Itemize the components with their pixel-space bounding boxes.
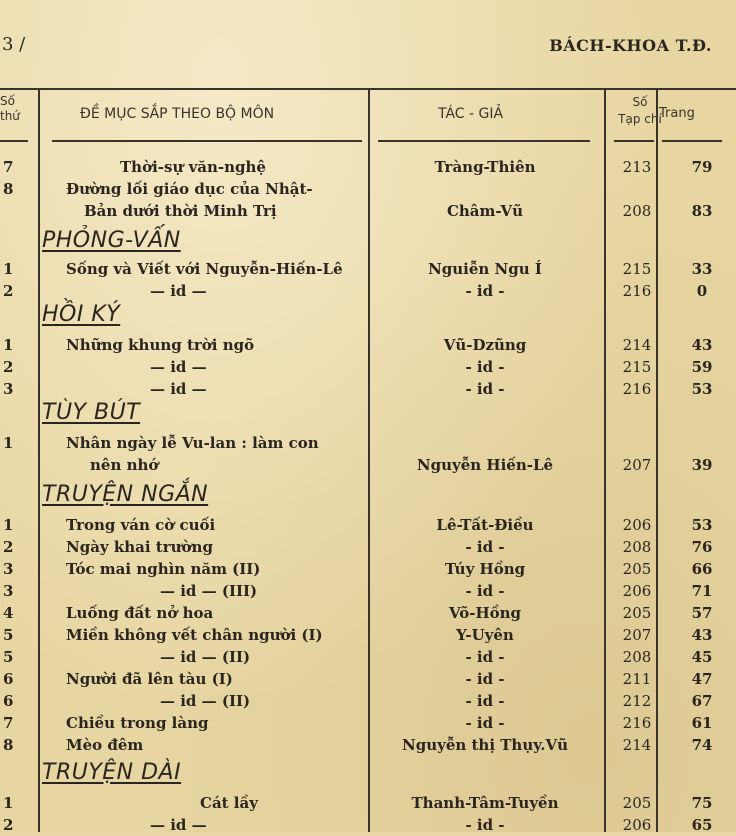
row-author: Túy Hồng [444,560,526,578]
header-underline-page [662,140,722,142]
row-issue: 206 [622,582,652,600]
row-number: 1 [3,434,14,452]
row-author: - id - [465,648,505,666]
table-row [0,514,736,536]
row-author: - id - [465,380,505,398]
row-title: — id — [150,358,207,376]
row-author: - id - [465,358,505,376]
row-number: 6 [3,692,14,710]
header-underline-title [52,140,362,142]
row-page: 61 [691,714,713,732]
row-issue: 215 [622,358,652,376]
row-page: 65 [691,816,713,834]
row-issue: 214 [622,736,652,754]
row-title: Nhân ngày lễ Vu-lan : làm con [66,434,319,452]
section-heading-essay: TÙY BÚT [42,400,141,425]
section-heading-memoir: HỒI KÝ [42,302,121,327]
row-author: Võ-Hồng [448,604,522,622]
row-page: 53 [691,380,713,398]
row-title: Những khung trời ngõ [66,336,255,354]
row-page: 43 [691,336,713,354]
row-number: 6 [3,670,14,688]
table-row [0,178,736,200]
row-author: Nguyễn Hiến-Lê [416,456,554,474]
row-page: 75 [691,794,713,812]
row-author: Thanh-Tâm-Tuyền [411,794,559,812]
table-row [0,536,736,558]
row-issue: 208 [622,648,652,666]
row-page: 39 [691,456,713,474]
table-row [0,668,736,690]
header-underline-number [0,140,28,142]
row-number: 2 [3,358,14,376]
row-title: nên nhớ [90,456,159,474]
row-issue: 207 [622,626,652,644]
table-row [0,454,736,476]
table-row [0,690,736,712]
row-issue: 216 [622,282,652,300]
row-page: 71 [691,582,713,600]
column-header-number-line2: thứ [0,109,20,123]
row-title: Tóc mai nghìn năm (II) [66,560,261,578]
header-underline-issue [614,140,654,142]
row-title: — id — [150,816,207,834]
row-number: 8 [3,736,14,754]
row-page: 33 [691,260,713,278]
section-heading-interview: PHỎNG-VẤN [42,228,181,253]
row-number: 1 [3,794,14,812]
table-row [0,646,736,668]
row-issue: 215 [622,260,652,278]
row-number: 2 [3,282,14,300]
row-author: Nguiễn Ngu Í [428,260,542,278]
row-title: Thời-sự văn-nghệ [120,158,266,176]
row-title: Ngày khai trường [66,538,213,556]
row-title: — id — (III) [160,582,258,600]
row-page: 0 [696,282,708,300]
row-page: 67 [691,692,713,710]
row-page: 47 [691,670,713,688]
row-issue: 216 [622,380,652,398]
row-author: - id - [465,714,505,732]
row-title: — id — (II) [160,648,251,666]
row-number: 8 [3,180,14,198]
row-title: Luống đất nở hoa [66,604,214,622]
row-number: 2 [3,816,14,834]
table-row [0,378,736,400]
row-page: 59 [691,358,713,376]
row-issue: 208 [622,202,652,220]
row-page: 66 [691,560,713,578]
row-author: Lê-Tất-Điều [436,516,534,534]
row-title: — id — (II) [160,692,251,710]
row-title: Trong ván cờ cuối [66,516,216,534]
row-author: - id - [465,582,505,600]
page-number: 3 / [2,34,26,55]
row-issue: 212 [622,692,652,710]
row-issue: 205 [622,604,652,622]
table-row [0,792,736,814]
row-page: 79 [691,158,713,176]
row-number: 1 [3,516,14,534]
row-number: 7 [3,158,14,176]
section-heading-novels: TRUYỆN DÀI [42,760,182,785]
row-title: — id — [150,380,207,398]
table-row [0,200,736,222]
row-issue: 216 [622,714,652,732]
row-page: 53 [691,516,713,534]
table-row [0,156,736,178]
row-number: 3 [3,582,14,600]
table-row [0,356,736,378]
table-row [0,734,736,756]
row-number: 4 [3,604,14,622]
row-issue: 207 [622,456,652,474]
row-issue: 205 [622,560,652,578]
row-number: 5 [3,648,14,666]
table-row [0,258,736,280]
row-title: Cát lầy [200,794,258,812]
row-author: - id - [465,692,505,710]
row-title: Người đã lên tàu (I) [66,670,233,688]
row-page: 83 [691,202,713,220]
column-header-title: ĐỀ MỤC SẮP THEO BỘ MÔN [80,106,275,122]
row-title: Miền không vết chân người (I) [66,626,323,644]
row-issue: 205 [622,794,652,812]
row-issue: 213 [622,158,652,176]
row-number: 2 [3,538,14,556]
row-author: Châm-Vũ [446,202,524,220]
row-title: Chiều trong làng [66,714,209,732]
row-title: Bản dưới thời Minh Trị [84,202,277,220]
row-page: 74 [691,736,713,754]
row-number: 1 [3,336,14,354]
table-row [0,624,736,646]
row-issue: 208 [622,538,652,556]
table-row [0,712,736,734]
section-heading-short-stories: TRUYỆN NGẮN [42,482,209,507]
row-page: 76 [691,538,713,556]
row-issue: 214 [622,336,652,354]
row-number: 3 [3,380,14,398]
table-row [0,280,736,302]
table-row [0,432,736,454]
row-title: — id — [150,282,207,300]
table-row [0,814,736,836]
column-header-page: Trang [659,106,695,121]
row-page: 43 [691,626,713,644]
row-issue: 206 [622,516,652,534]
column-header-number [0,94,20,124]
column-header-issue-line1: Số [632,95,648,109]
page-title: BÁCH-KHOA T.Đ. [549,36,712,55]
row-author: Vũ-Dzũng [443,336,527,354]
column-header-author: TÁC - GIẢ [438,106,504,122]
row-author: - id - [465,282,505,300]
column-header-number-line1: Số [0,94,15,108]
row-title: Đường lối giáo dục của Nhật- [66,180,313,198]
row-number: 1 [3,260,14,278]
row-page: 57 [691,604,713,622]
row-author: Nguyễn thị Thụy.Vũ [402,736,568,754]
column-header-issue-line2: Tạp chí [618,112,662,126]
row-title: Sống và Viết với Nguyễn-Hiến-Lê [66,260,343,278]
row-title: Mèo đêm [66,736,144,754]
header-underline-author [378,140,590,142]
row-number: 5 [3,626,14,644]
table-row [0,602,736,624]
row-issue: 206 [622,816,652,834]
row-author: - id - [465,538,505,556]
row-author: Tràng-Thiên [434,158,536,176]
row-author: - id - [465,816,505,834]
table-row [0,580,736,602]
row-number: 7 [3,714,14,732]
row-author: Y-Uyên [456,626,514,644]
row-number: 3 [3,560,14,578]
row-author: - id - [465,670,505,688]
table-row [0,558,736,580]
row-page: 45 [691,648,713,666]
table-row [0,334,736,356]
row-issue: 211 [622,670,652,688]
